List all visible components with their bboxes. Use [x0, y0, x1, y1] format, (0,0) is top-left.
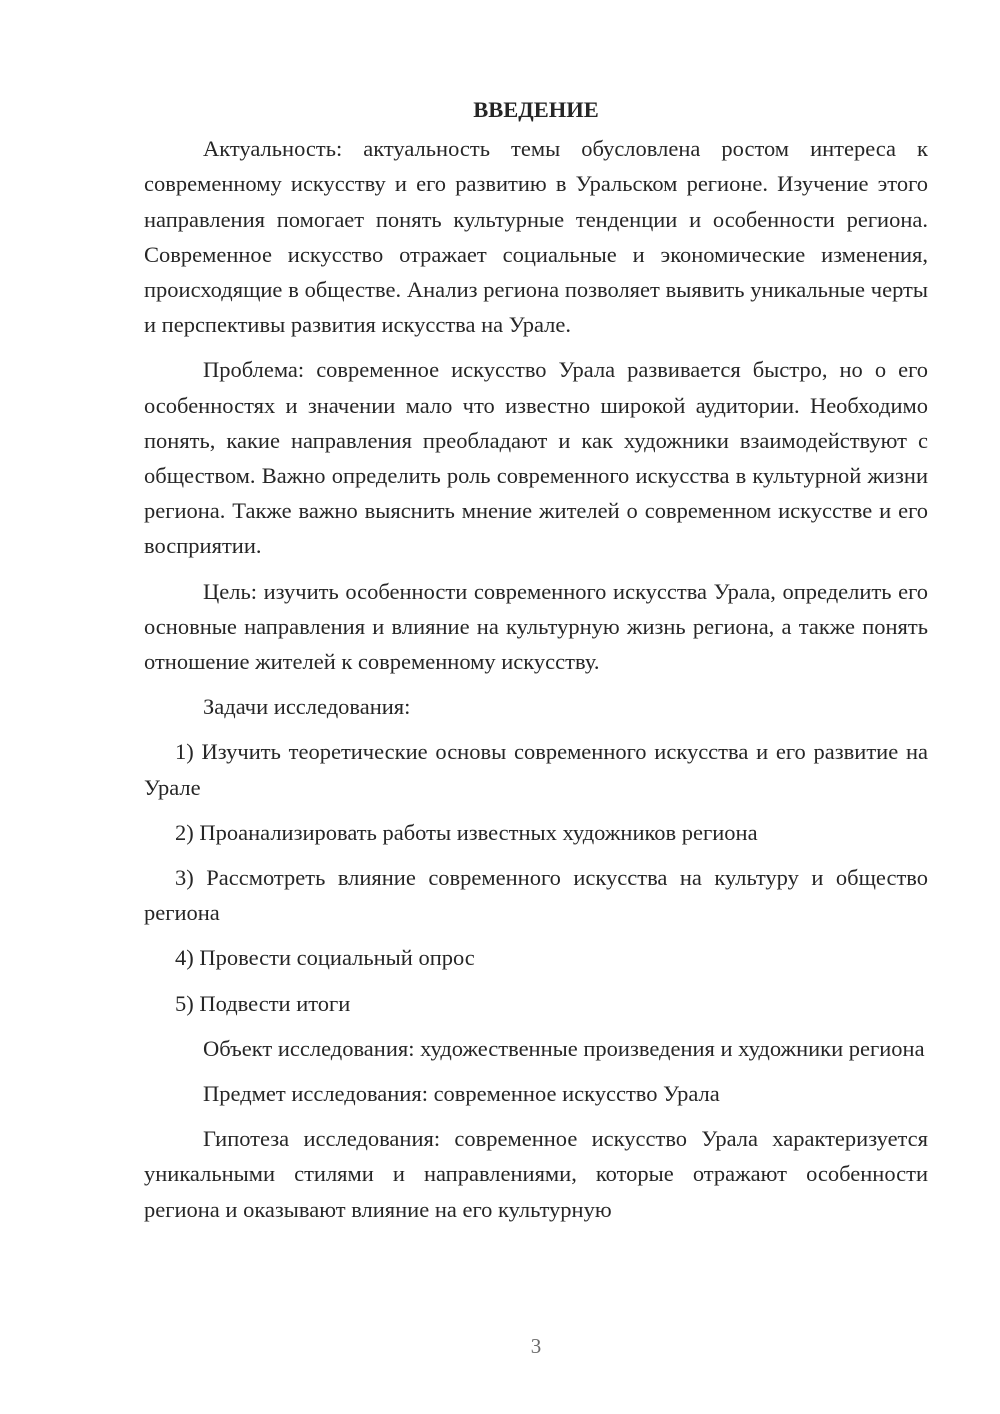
tasks-heading: Задачи исследования: [203, 694, 411, 720]
research-subject-paragraph: Предмет исследования: современное искусство Урала [203, 1081, 720, 1107]
problem-paragraph: Проблема: современное искусство Урала развивается быстро, но о его особенностях и значении мало что известно широкой аудитории. Необходимо понять, какие направления преобладают и как художники взаимодействуют с обществом. Важно определить роль современного искусства в культурной жизни региона. Также важно выяснить мнение жителей о современном искусстве и его восприятии. [144, 357, 928, 559]
task-item-3: 3) Рассмотреть влияние современного искусства на культуру и общество региона [144, 865, 928, 926]
page-number: 3 [530, 1334, 542, 1358]
task-item-5: 5) Подвести итоги [175, 990, 351, 1016]
task-item-2: 2) Проанализировать работы известных художников региона [175, 819, 758, 845]
relevance-paragraph: Актуальность: актуальность темы обусловлена ростом интереса к современному искусству и его развитию в Уральском регионе. Изучение этого направления помогает понять культурные тенденции и особенности региона. Современное искусство отражает социальные и экономические изменения, происходящие в обществе. Анализ региона позволяет выявить уникальные черты и перспективы развития искусства на Урале. [144, 136, 928, 338]
task-item-4: 4) Провести социальный опрос [175, 945, 475, 971]
document-page [144, 92, 928, 1237]
section-heading: ВВЕДЕНИЕ [473, 97, 599, 122]
goal-paragraph: Цель: изучить особенности современного искусства Урала, определить его основные направления и влияние на культурную жизнь региона, а также понять отношение жителей к современному искусству. [144, 578, 928, 675]
research-object-paragraph: Объект исследования: художественные произведения и художники региона [203, 1035, 925, 1061]
task-item-1: 1) Изучить теоретические основы современного искусства и его развитие на Урале [144, 739, 928, 800]
hypothesis-paragraph: Гипотеза исследования: современное искусство Урала характеризуется уникальными стилями и направлениями, которые отражают особенности региона и оказывают влияние на его культурную [144, 1126, 928, 1222]
